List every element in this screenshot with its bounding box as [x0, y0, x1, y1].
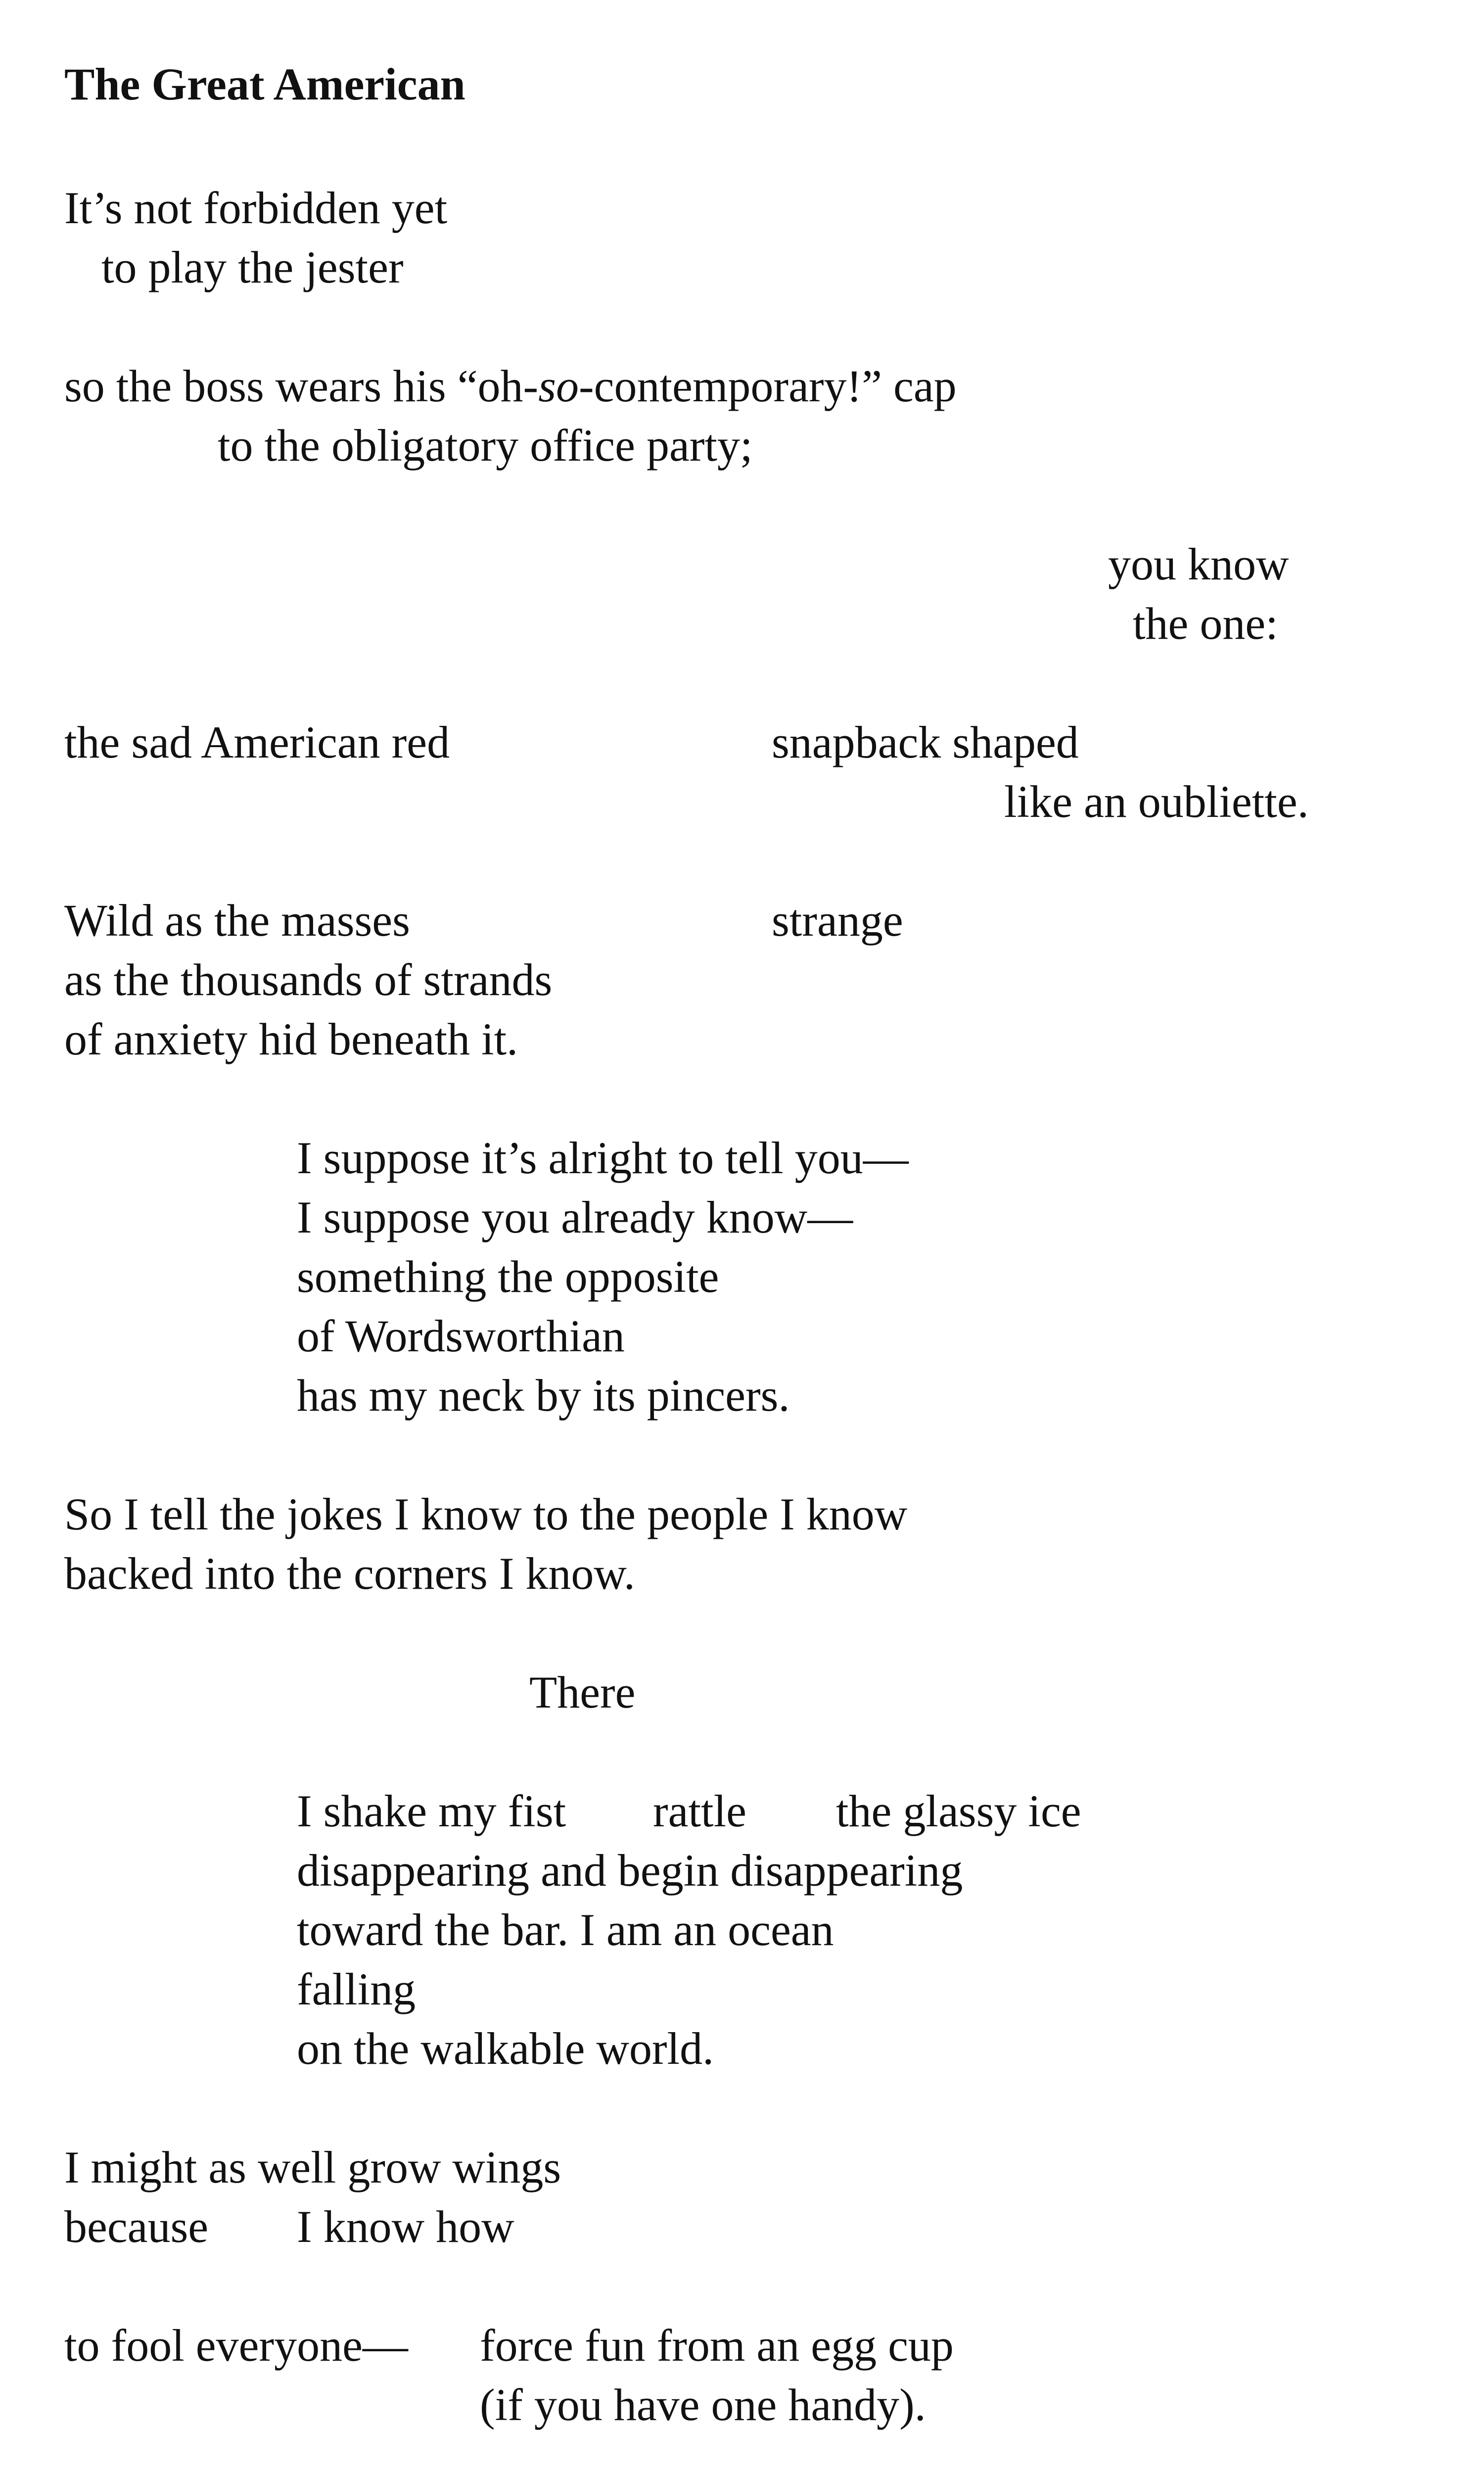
poem-line: I know how: [297, 2201, 514, 2252]
poem-line: of anxiety hid beneath it.: [64, 1014, 518, 1064]
poem-line: It’s not forbidden yet: [64, 183, 448, 233]
poem-line: on the walkable world.: [297, 2023, 714, 2074]
poem-line: because: [64, 2201, 209, 2252]
poem-line: strange: [772, 895, 903, 946]
line-part: -contemporary!” cap: [579, 361, 957, 411]
poem-line: to the obligatory office party;: [218, 420, 753, 471]
poem-line: I suppose it’s alright to tell you—: [297, 1133, 909, 1183]
poem-line: to fool everyone—: [64, 2320, 408, 2371]
poem-line: snapback shaped: [772, 717, 1079, 767]
poem-line: you know: [1108, 539, 1289, 589]
poem-line: backed into the corners I know.: [64, 1548, 635, 1599]
poem-line: [64, 361, 957, 411]
poem-line: rattle: [653, 1786, 746, 1836]
poem-line: There: [529, 1667, 636, 1717]
poem-line: toward the bar. I am an ocean: [297, 1904, 834, 1955]
emphasized-word: so: [538, 361, 579, 411]
poem-line: I suppose you already know—: [297, 1192, 853, 1242]
poem-line: falling: [297, 1964, 416, 2014]
poem-line: to play the jester: [101, 242, 404, 292]
poem-line: I shake my fist: [297, 1786, 566, 1836]
poem-line: the glassy ice: [836, 1786, 1081, 1836]
poem-title: The Great American: [64, 59, 465, 109]
line-part: so the boss wears his “oh-: [64, 361, 539, 411]
poem-line: the sad American red: [64, 717, 450, 767]
poem-line: like an oubliette.: [1004, 776, 1309, 827]
poem-line: has my neck by its pincers.: [297, 1370, 790, 1421]
poem-line: something the opposite: [297, 1251, 719, 1302]
poem-line: of Wordsworthian: [297, 1311, 625, 1361]
poem-line: force fun from an egg cup: [480, 2320, 954, 2371]
poem-line: disappearing and begin disappearing: [297, 1845, 963, 1896]
poem-line: So I tell the jokes I know to the people I know: [64, 1489, 908, 1539]
poem-line: the one:: [1133, 598, 1278, 649]
poem-line: Wild as the masses: [64, 895, 410, 946]
poem-line: I might as well grow wings: [64, 2142, 561, 2192]
poem-line: as the thousands of strands: [64, 954, 553, 1005]
poem-line: (if you have one handy).: [480, 2379, 926, 2430]
